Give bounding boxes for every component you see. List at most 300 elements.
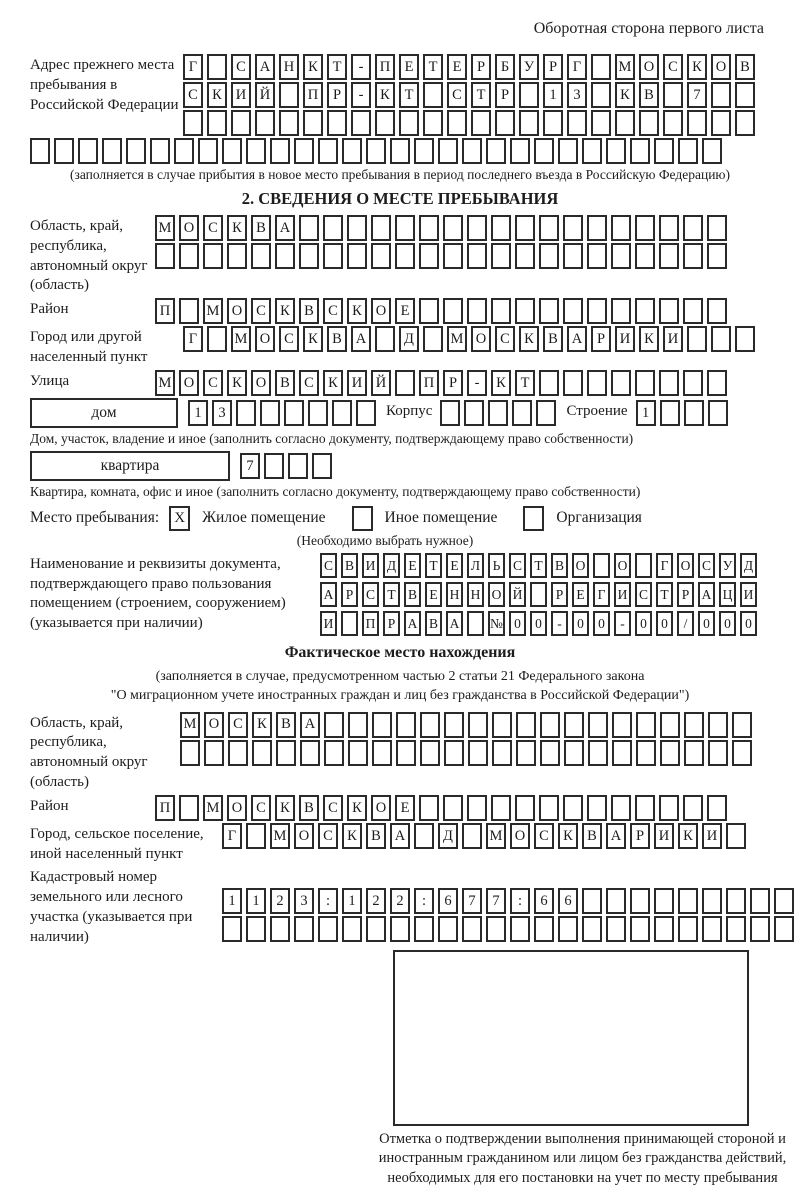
char-cell (222, 138, 242, 164)
char-cell (516, 740, 536, 766)
char-cell: А (446, 611, 463, 636)
stroenie-label: Строение (566, 402, 628, 419)
char-cell: С (663, 54, 683, 80)
char-cell: Т (425, 553, 442, 578)
char-cell (707, 298, 727, 324)
char-cell: С (228, 712, 248, 738)
char-cell: В (366, 823, 386, 849)
char-cell (438, 138, 458, 164)
char-cell: Й (371, 370, 391, 396)
cadastral-row-2 (222, 916, 794, 942)
char-cell (750, 888, 770, 914)
char-cell (222, 916, 242, 942)
char-cell (275, 243, 295, 269)
char-cell: О (614, 553, 631, 578)
char-cell (420, 712, 440, 738)
char-cell (678, 138, 698, 164)
char-cell (726, 916, 746, 942)
organization-checkbox (523, 506, 544, 531)
char-cell (539, 298, 559, 324)
char-cell: 0 (719, 611, 736, 636)
prev-address-row-3 (183, 110, 755, 136)
char-cell: С (447, 82, 467, 108)
char-cell (711, 110, 731, 136)
char-cell: У (519, 54, 539, 80)
char-cell (659, 795, 679, 821)
char-cell: В (251, 215, 271, 241)
char-cell (684, 400, 704, 426)
char-cell: О (471, 326, 491, 352)
char-cell: В (425, 611, 442, 636)
char-cell (635, 243, 655, 269)
region-field (30, 215, 770, 296)
char-cell: Н (279, 54, 299, 80)
char-cell: Т (515, 370, 535, 396)
char-cell (180, 740, 200, 766)
char-cell (530, 582, 547, 607)
char-cell: В (404, 582, 421, 607)
char-cell (252, 740, 272, 766)
char-cell: 1 (342, 888, 362, 914)
char-cell (207, 326, 227, 352)
char-cell (423, 326, 443, 352)
char-cell: Р (495, 82, 515, 108)
char-cell (540, 740, 560, 766)
char-cell (606, 138, 626, 164)
char-cell (492, 712, 512, 738)
char-cell (587, 243, 607, 269)
char-cell (683, 215, 703, 241)
char-cell: О (294, 823, 314, 849)
char-cell: : (414, 888, 434, 914)
char-cell (515, 795, 535, 821)
other-premises-option-label: Иное помещение (384, 509, 498, 527)
char-cell: 2 (390, 888, 410, 914)
char-cell: Т (399, 82, 419, 108)
char-cell: А (390, 823, 410, 849)
char-cell: 7 (486, 888, 506, 914)
char-cell: - (351, 54, 371, 80)
char-cell (678, 916, 698, 942)
char-cell (467, 215, 487, 241)
char-cell (519, 110, 539, 136)
char-cell: О (510, 823, 530, 849)
cadastral-field (30, 866, 770, 947)
char-cell: Е (447, 54, 467, 80)
char-cell (539, 795, 559, 821)
char-cell (251, 243, 271, 269)
char-cell (491, 795, 511, 821)
char-cell (536, 400, 556, 426)
char-cell (348, 712, 368, 738)
char-cell: К (323, 370, 343, 396)
char-cell (735, 326, 755, 352)
char-cell (702, 888, 722, 914)
char-cell: О (227, 795, 247, 821)
char-cell: Л (467, 553, 484, 578)
street-label: Улица (30, 372, 70, 389)
char-cell (687, 326, 707, 352)
char-cell (390, 138, 410, 164)
char-cell: С (534, 823, 554, 849)
char-cell: Р (471, 54, 491, 80)
char-cell (702, 138, 722, 164)
char-cell: О (488, 582, 505, 607)
char-cell (54, 138, 74, 164)
house-box: дом (30, 398, 178, 428)
actual-city-row (222, 823, 746, 849)
actual-city-label: Город, сельское поселение, иной населенный пункт (30, 825, 204, 862)
char-cell (732, 712, 752, 738)
char-cell: А (606, 823, 626, 849)
char-cell (491, 298, 511, 324)
char-cell (563, 243, 583, 269)
char-cell (390, 916, 410, 942)
char-cell (443, 795, 463, 821)
char-cell (659, 298, 679, 324)
char-cell: Р (327, 82, 347, 108)
char-cell: М (615, 54, 635, 80)
korpus-label: Корпус (386, 402, 433, 419)
char-cell: Г (222, 823, 242, 849)
char-cell: И (614, 582, 631, 607)
char-cell (582, 888, 602, 914)
prev-address-row-2 (183, 82, 755, 108)
char-cell: М (180, 712, 200, 738)
char-cell (519, 82, 539, 108)
char-cell (774, 916, 794, 942)
char-cell (236, 400, 256, 426)
stamp-box (393, 950, 749, 1126)
char-cell: Е (572, 582, 589, 607)
char-cell (207, 54, 227, 80)
char-cell: Б (495, 54, 515, 80)
char-cell: В (639, 82, 659, 108)
char-cell: - (614, 611, 631, 636)
other-premises-checkbox (352, 506, 373, 531)
char-cell: О (251, 370, 271, 396)
char-cell: Й (509, 582, 526, 607)
char-cell: 7 (462, 888, 482, 914)
char-cell (539, 215, 559, 241)
document-row-3 (320, 611, 757, 636)
char-cell (155, 243, 175, 269)
char-cell: К (558, 823, 578, 849)
char-cell (711, 326, 731, 352)
char-cell (467, 298, 487, 324)
stamp-area (365, 950, 800, 1188)
char-cell: М (203, 795, 223, 821)
char-cell (438, 916, 458, 942)
char-cell (611, 795, 631, 821)
char-cell (204, 740, 224, 766)
char-cell: С (251, 795, 271, 821)
char-cell (660, 400, 680, 426)
actual-location-title: Фактическое место нахождения (284, 643, 516, 661)
apartment-box: квартира (30, 451, 230, 481)
organization-option-label: Организация (556, 509, 642, 527)
char-cell (462, 916, 482, 942)
char-cell (303, 110, 323, 136)
char-cell (593, 553, 610, 578)
char-cell: И (663, 326, 683, 352)
char-cell (30, 138, 50, 164)
char-cell (707, 795, 727, 821)
char-cell (591, 110, 611, 136)
char-cell (683, 370, 703, 396)
house-caption: Дом, участок, владение и иное (заполнить согласно документу, подтверждающему право собственности) (30, 430, 634, 446)
char-cell (611, 370, 631, 396)
char-cell (684, 712, 704, 738)
char-cell (78, 138, 98, 164)
char-cell (414, 916, 434, 942)
char-cell: К (303, 326, 323, 352)
char-cell: 1 (543, 82, 563, 108)
char-cell (279, 82, 299, 108)
char-cell (512, 400, 532, 426)
char-cell (683, 795, 703, 821)
actual-city-field (30, 823, 770, 865)
char-cell: Р (443, 370, 463, 396)
char-cell: А (320, 582, 337, 607)
char-cell: О (371, 795, 391, 821)
apartment-cells (240, 451, 332, 479)
char-cell: Е (446, 553, 463, 578)
char-cell (419, 243, 439, 269)
char-cell: С (318, 823, 338, 849)
char-cell (174, 138, 194, 164)
char-cell: Д (399, 326, 419, 352)
char-cell: А (255, 54, 275, 80)
char-cell (467, 243, 487, 269)
char-cell (419, 298, 439, 324)
char-cell: О (179, 215, 199, 241)
char-cell (516, 712, 536, 738)
char-cell (423, 82, 443, 108)
char-cell (654, 138, 674, 164)
char-cell: Н (467, 582, 484, 607)
char-cell (639, 110, 659, 136)
char-cell: Н (446, 582, 463, 607)
char-cell (563, 215, 583, 241)
char-cell (260, 400, 280, 426)
char-cell: Е (395, 795, 415, 821)
char-cell: 1 (222, 888, 242, 914)
char-cell: Т (471, 82, 491, 108)
actual-location-note-2: "О миграционном учете иностранных граждан и лиц без гражданства в Российской Федерации") (110, 687, 690, 703)
char-cell: А (300, 712, 320, 738)
char-cell: С (183, 82, 203, 108)
char-cell (270, 138, 290, 164)
char-cell (707, 215, 727, 241)
char-cell: Е (395, 298, 415, 324)
char-cell: В (299, 795, 319, 821)
char-cell (294, 916, 314, 942)
char-cell: М (486, 823, 506, 849)
char-cell (179, 298, 199, 324)
char-cell (284, 400, 304, 426)
char-cell (636, 740, 656, 766)
char-cell (515, 215, 535, 241)
char-cell (375, 326, 395, 352)
char-cell: В (275, 370, 295, 396)
char-cell (515, 243, 535, 269)
char-cell (332, 400, 352, 426)
char-cell (375, 110, 395, 136)
char-cell (327, 110, 347, 136)
char-cell: Е (425, 582, 442, 607)
char-cell (347, 215, 367, 241)
actual-district-field (30, 795, 770, 821)
actual-location-note-1: (заполняется в случае, предусмотренном частью 2 статьи 21 Федерального закона (155, 668, 645, 684)
char-cell (491, 215, 511, 241)
char-cell: С (495, 326, 515, 352)
char-cell: М (447, 326, 467, 352)
char-cell: С (635, 582, 652, 607)
char-cell (534, 916, 554, 942)
char-cell: М (155, 215, 175, 241)
char-cell (612, 740, 632, 766)
document-row-1 (320, 553, 757, 578)
char-cell (660, 712, 680, 738)
char-cell (341, 611, 358, 636)
char-cell (587, 215, 607, 241)
char-cell (342, 916, 362, 942)
char-cell (491, 243, 511, 269)
char-cell: А (698, 582, 715, 607)
char-cell (323, 243, 343, 269)
char-cell (464, 400, 484, 426)
char-cell: К (519, 326, 539, 352)
char-cell: О (179, 370, 199, 396)
char-cell (150, 138, 170, 164)
char-cell (588, 712, 608, 738)
char-cell: О (204, 712, 224, 738)
char-cell: 0 (635, 611, 652, 636)
char-cell: П (303, 82, 323, 108)
char-cell (663, 82, 683, 108)
region-row-1 (155, 215, 727, 241)
char-cell (440, 400, 460, 426)
stay-type-caption: (Необходимо выбрать нужное) (296, 532, 474, 548)
char-cell: - (351, 82, 371, 108)
char-cell: И (320, 611, 337, 636)
char-cell: С (698, 553, 715, 578)
char-cell (102, 138, 122, 164)
char-cell (591, 54, 611, 80)
char-cell (395, 370, 415, 396)
char-cell (468, 740, 488, 766)
char-cell: В (276, 712, 296, 738)
char-cell (366, 916, 386, 942)
char-cell (606, 888, 626, 914)
char-cell: Г (567, 54, 587, 80)
char-cell (371, 243, 391, 269)
char-cell: С (203, 370, 223, 396)
char-cell (515, 298, 535, 324)
char-cell (663, 110, 683, 136)
cadastral-label: Кадастровый номер земельного или лесного участка (указывается при наличии) (30, 869, 193, 945)
char-cell (467, 795, 487, 821)
char-cell: : (318, 888, 338, 914)
char-cell: 1 (636, 400, 656, 426)
char-cell: В (327, 326, 347, 352)
char-cell (423, 110, 443, 136)
char-cell: 0 (509, 611, 526, 636)
char-cell (611, 298, 631, 324)
char-cell: С (231, 54, 251, 80)
char-cell: Т (327, 54, 347, 80)
char-cell: Ь (488, 553, 505, 578)
prev-address-field (30, 54, 770, 136)
char-cell (312, 453, 332, 479)
char-cell (558, 138, 578, 164)
char-cell (228, 740, 248, 766)
char-cell: И (740, 582, 757, 607)
char-cell: П (155, 298, 175, 324)
char-cell: И (615, 326, 635, 352)
char-cell (288, 453, 308, 479)
char-cell (246, 916, 266, 942)
char-cell (323, 215, 343, 241)
city-field (30, 326, 770, 368)
char-cell: Р (543, 54, 563, 80)
char-cell (443, 298, 463, 324)
char-cell (414, 823, 434, 849)
char-cell (750, 916, 770, 942)
char-cell (366, 138, 386, 164)
char-cell (324, 712, 344, 738)
char-cell: С (509, 553, 526, 578)
char-cell: К (303, 54, 323, 80)
char-cell: У (719, 553, 736, 578)
char-cell (372, 712, 392, 738)
char-cell: К (275, 795, 295, 821)
char-cell (606, 916, 626, 942)
char-cell: С (320, 553, 337, 578)
char-cell: П (362, 611, 379, 636)
char-cell: С (203, 215, 223, 241)
char-cell (543, 110, 563, 136)
char-cell (414, 138, 434, 164)
char-cell (591, 82, 611, 108)
char-cell (492, 740, 512, 766)
char-cell (198, 138, 218, 164)
char-cell: В (551, 553, 568, 578)
char-cell (419, 215, 439, 241)
char-cell: М (155, 370, 175, 396)
document-label: Наименование и реквизиты документа, подтверждающего право пользования помещением (строением, сооружением) (указывается при наличии) (30, 555, 286, 632)
apartment-row-group (30, 451, 770, 481)
char-cell: П (419, 370, 439, 396)
char-cell (399, 110, 419, 136)
char-cell (684, 740, 704, 766)
char-cell (462, 823, 482, 849)
prev-address-row-4 (30, 138, 770, 164)
char-cell (443, 243, 463, 269)
char-cell (582, 916, 602, 942)
char-cell (726, 888, 746, 914)
char-cell (179, 795, 199, 821)
char-cell (707, 370, 727, 396)
char-cell (587, 298, 607, 324)
char-cell (348, 740, 368, 766)
char-cell (372, 740, 392, 766)
residential-checkbox: X (169, 506, 190, 531)
char-cell (567, 110, 587, 136)
char-cell (687, 110, 707, 136)
char-cell (203, 243, 223, 269)
